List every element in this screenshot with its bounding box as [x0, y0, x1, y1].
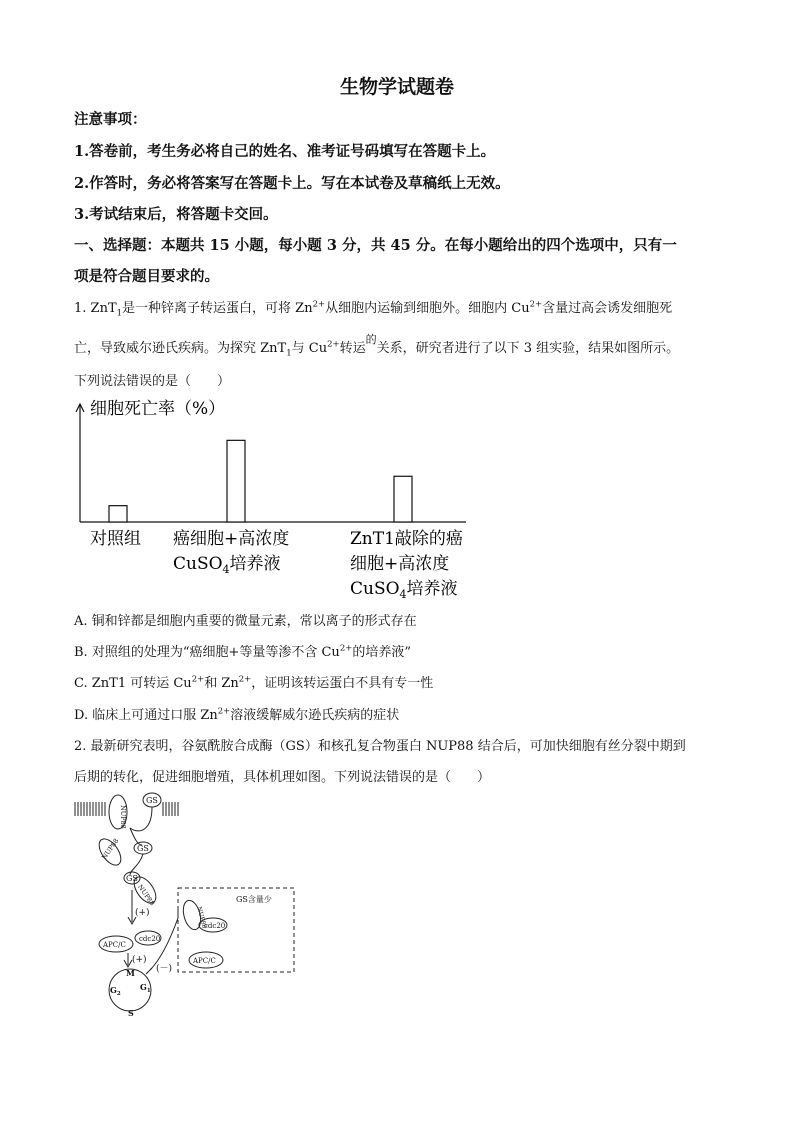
notice-item: 3.考试结束后，将答题卡交回。 [74, 206, 278, 223]
option-b: B. 对照组的处理为“癌细胞+等量等渗不含 $Cu^{2+}$的培养液” [74, 643, 411, 660]
inhibition-sign: (－) [156, 964, 173, 974]
question-1-line-3: 下列说法错误的是（ ） [74, 374, 231, 389]
activation-sign: (+) [132, 955, 147, 965]
activation-sign: (+) [135, 908, 150, 918]
bar-chart-svg [66, 392, 476, 602]
apc-label: APC/C [103, 941, 126, 949]
membrane-left [75, 802, 105, 816]
notice-item: 2.作答时，务必将答案写在答题卡上。写在本试卷及草稿纸上无效。 [74, 175, 510, 192]
notice-item: 1.答卷前，考生务必将自己的姓名、准考证号码填写在答题卡上。 [74, 143, 496, 160]
phase-g1: $G_1$ [140, 982, 151, 994]
category-label: CuSO$_4$培养液 [350, 579, 458, 601]
gs-label: GS [146, 796, 158, 805]
category-label: 对照组 [90, 529, 141, 549]
bar [227, 440, 245, 522]
nup88-label: NUP88 [136, 883, 157, 908]
nup88-label: NUP88 [100, 836, 121, 862]
section-heading: 一、选择题：本题共 15 小题，每小题 3 分，共 45 分。在每小题给出的四个选项中，只有一 [74, 237, 677, 254]
nup88-label: NUP88 [195, 906, 208, 930]
phase-g2: $G_2$ [110, 985, 121, 997]
y-axis-label: 细胞死亡率（%） [90, 399, 226, 419]
gs-label: GS [137, 844, 149, 853]
membrane-right [163, 802, 178, 816]
option-c: C. ZnT1 可转运 $Cu^{2+}$和 $Zn^{2+}$，证明该转运蛋白不具有专一性 [74, 674, 434, 691]
bar-chart [66, 392, 476, 602]
bar [394, 476, 412, 522]
phase-m: M [126, 968, 135, 978]
option-d: D. 临床上可通过口服 $Zn^{2+}$溶液缓解威尔逊氏疾病的症状 [74, 706, 400, 723]
cdc20-label: cdc20 [139, 935, 161, 943]
option-a: A. 铜和锌都是细胞内重要的微量元素，常以离子的形式存在 [74, 614, 417, 629]
bar [109, 506, 127, 522]
low-gs-label: GS含量少 [236, 895, 272, 904]
question-1-line-2: 亡，导致威尔逊氏疾病。为探究 ZnT$_1$与 $Cu^{2+}$转运$^的$关系，研究者进行了以下 3 组实验，结果如图所示。 [74, 333, 680, 359]
mechanism-diagram [70, 790, 310, 1020]
category-label: CuSO$_4$培养液 [173, 554, 281, 576]
notice-heading: 注意事项： [74, 111, 147, 128]
mechanism-diagram-svg [70, 790, 310, 1020]
apc-label: APC/C [193, 957, 216, 965]
section-heading-cont: 项是符合题目要求的。 [74, 268, 219, 285]
phase-s: S [128, 1008, 134, 1018]
category-label: 癌细胞+高浓度 [173, 529, 290, 549]
page-title: 生物学试题卷 [339, 76, 454, 98]
nup88-label: NUP88 [119, 805, 127, 829]
category-label: 细胞+高浓度 [350, 554, 450, 574]
question-1-line-1: 1. ZnT$_1$是一种锌离子转运蛋白，可将 $Zn^{2+}$从细胞内运输到细胞外。细胞内 $Cu^{2+}$含量过高会诱发细胞死 [74, 299, 673, 319]
question-2-line-2: 后期的转化，促进细胞增殖，具体机理如图。下列说法错误的是（ ） [74, 770, 491, 785]
question-2-line-1: 2. 最新研究表明，谷氨酰胺合成酶（GS）和核孔复合物蛋白 NUP88 结合后，可加快细胞有丝分裂中期到 [74, 739, 686, 754]
category-label: ZnT1敲除的癌 [350, 529, 463, 549]
cdc20-label: cdc20 [204, 922, 226, 930]
gs-label: GS [126, 874, 138, 883]
